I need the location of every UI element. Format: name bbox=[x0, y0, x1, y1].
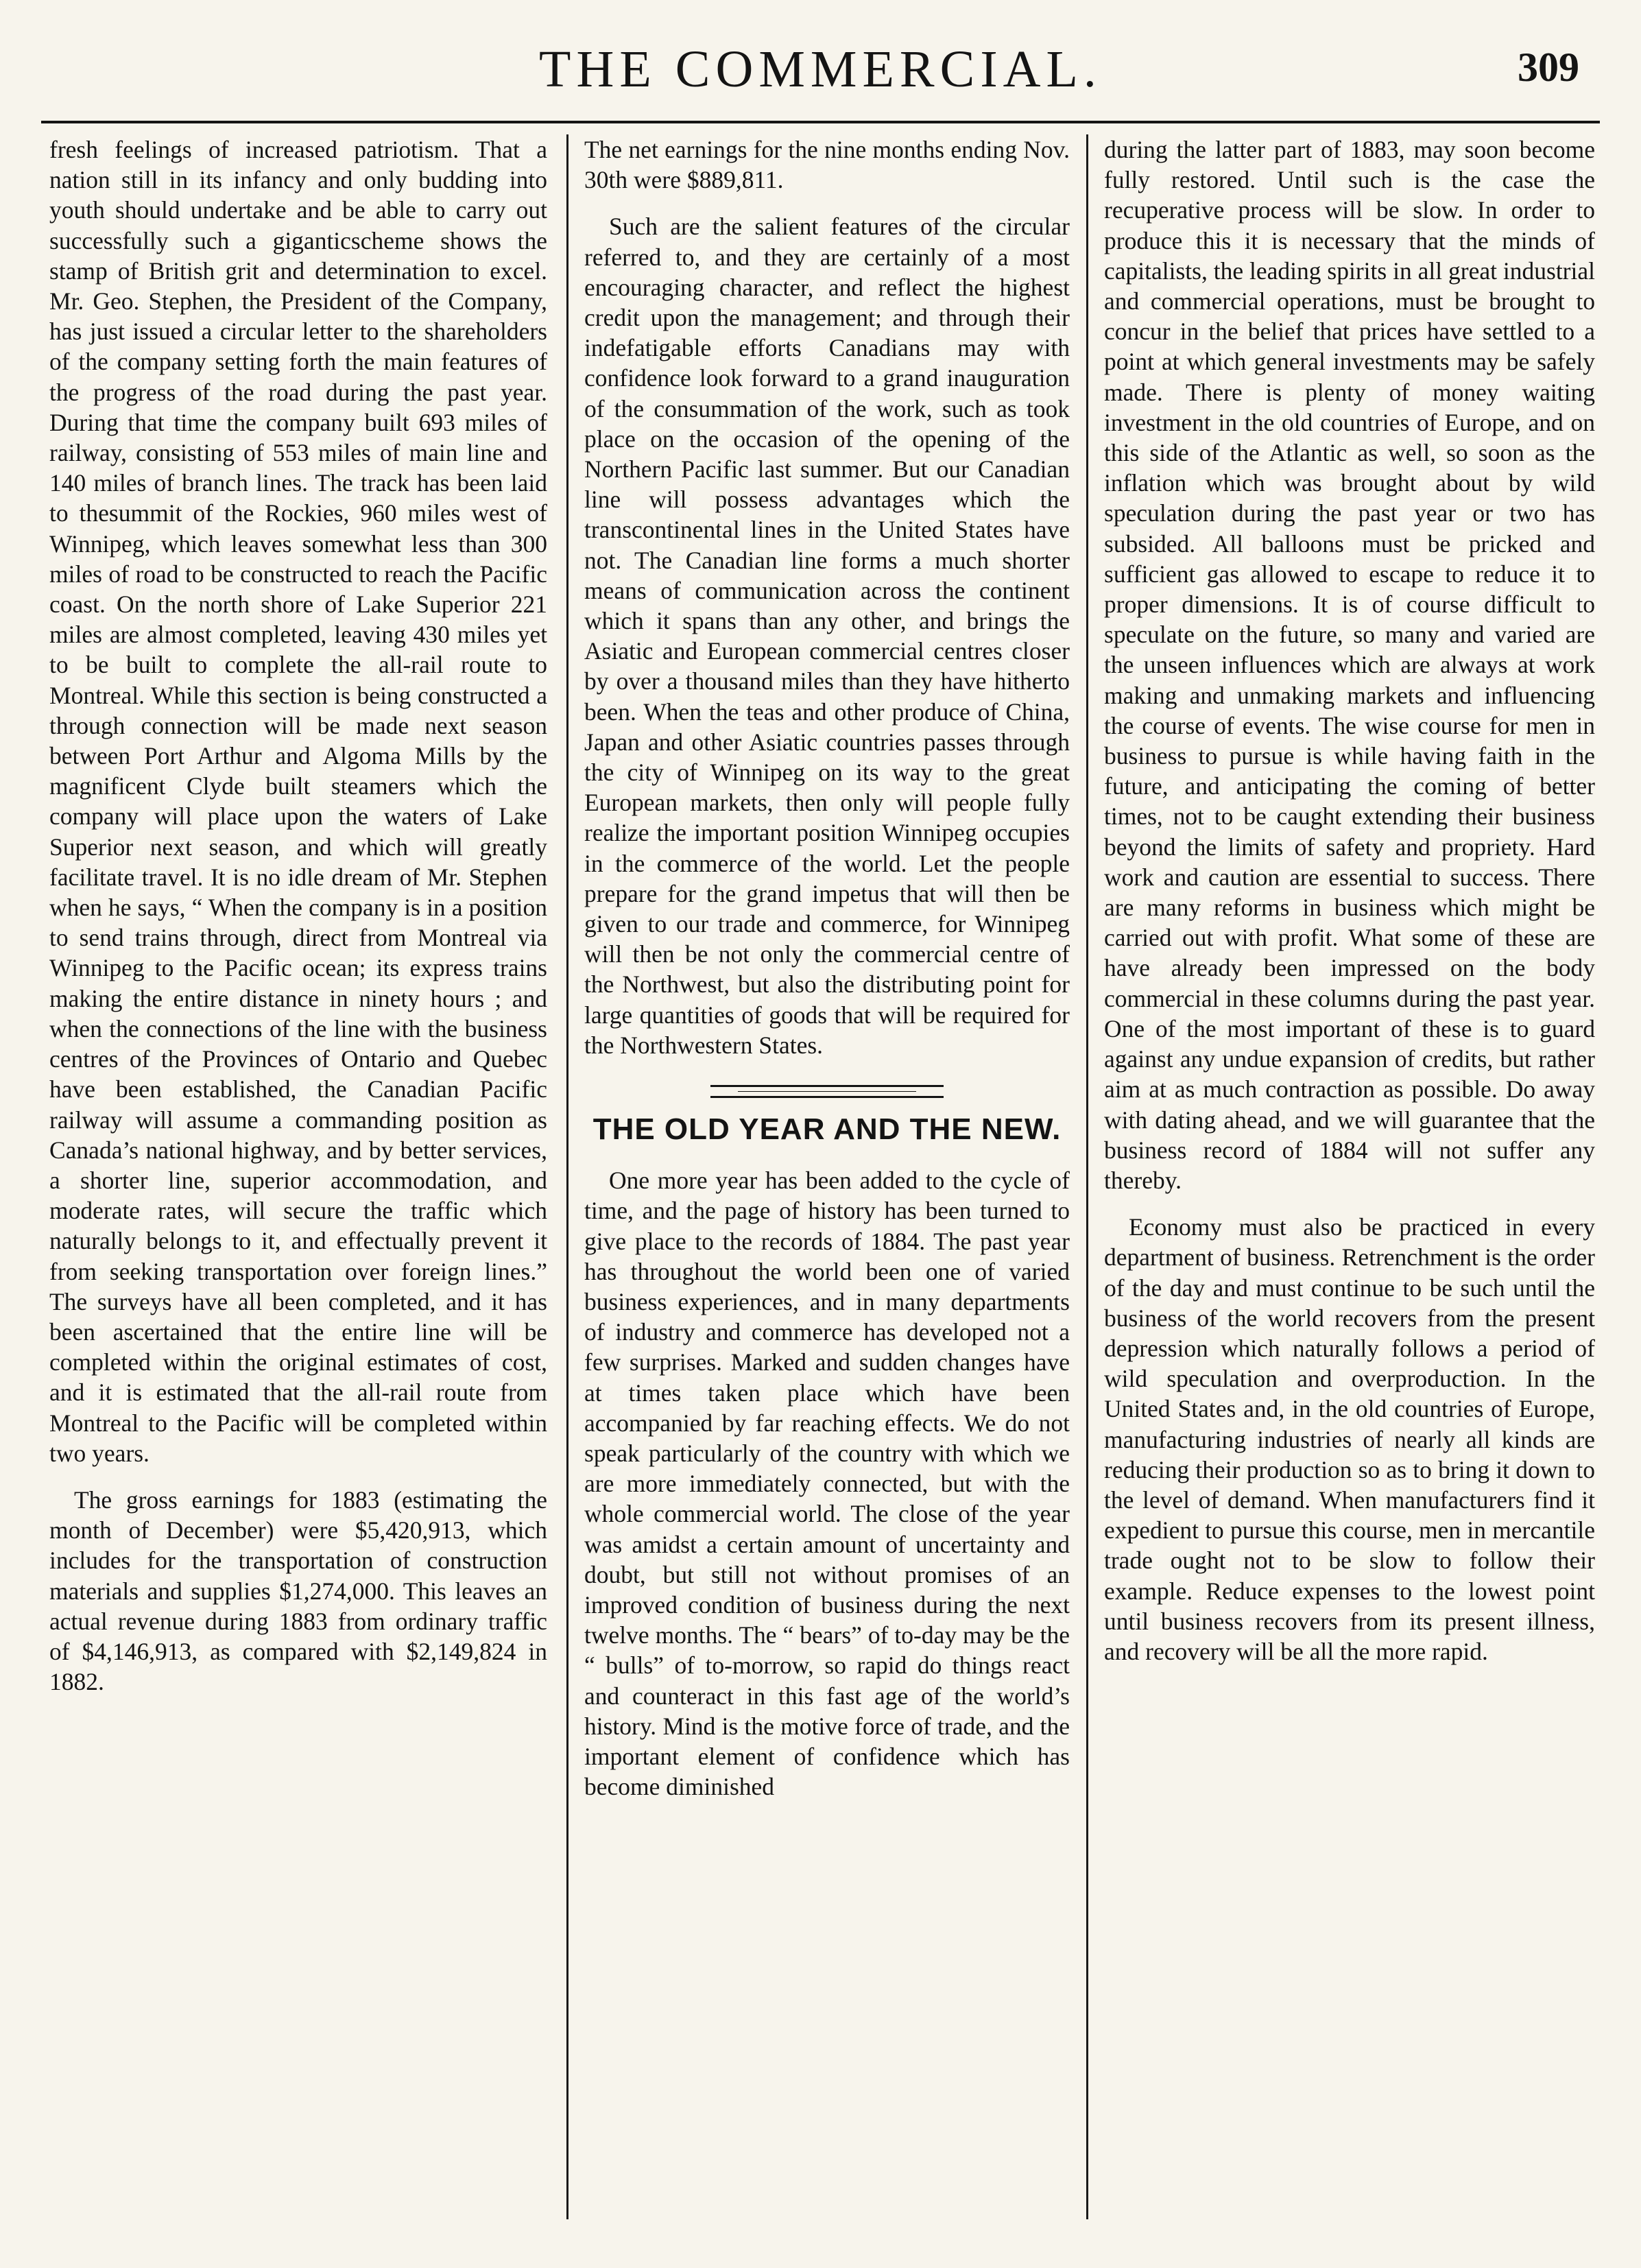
col3-paragraph-2: Economy must also be practiced in every department of business. Retrenchment is the order of the day and must continue to be such until the business of the world recovers from the present depression which naturally follows a period of wild speculation and overproduction. In the United States and, in the old countries of Europe, manufacturing industries of nearly all kinds are reducing their production so as to bring it down to the level of demand. When manufacturers find it expedient to pursue this course, men in mercantile trade ought not to be slow to follow their example. Reduce expenses to the lowest point until business recovers from its present illness, and recovery will be all the more rapid. bbox=[1104, 1213, 1595, 1665]
page-number: 309 bbox=[1518, 45, 1579, 90]
header-rule bbox=[41, 121, 1600, 123]
col1-paragraph-2: The gross earnings for 1883 (estimating the month of December) were $5,420,913, which includes for the transportation of construction materials and supplies $1,274,000. This leaves an actual revenue during 1883 from ordinary traffic of $4,146,913, as compared with $2,149,824 in 1882. bbox=[49, 1485, 547, 1696]
column-divider-1 bbox=[566, 134, 568, 2219]
col2-paragraph-2: Such are the salient features of the circular referred to, and they are certainly of a most encouraging character, and reflect the highest credit upon the management; and through their indefatigable efforts Canadians may with confidence look forward to a grand inauguration of the consummation of the work, such as took place on the occasion of the opening of the Northern Pacific last summer. But our Canadian line will possess advantages which the transcontinental lines in the United States have not. The Canadian line forms a much shorter means of communication across the continent which it spans than any other, and brings the Asiatic and European commercial centres closer by over a thousand miles than they have hitherto been. When the teas and other produce of China, Japan and other Asiatic countries passes through the city of Winnipeg on its way to the great European markets, then only will people fully realize the important position Winnipeg occupies in the commerce of the world. Let the people prepare for the grand impetus that will then be given to our trade and commerce, for Winnipeg will then be not only the commercial centre of the Northwest, but also the distributing point for large quantities of goods that will be required for the Northwestern States. bbox=[584, 213, 1070, 1059]
section-ornament-rule bbox=[710, 1085, 944, 1098]
column-1 bbox=[49, 134, 547, 2233]
page-header bbox=[0, 34, 1641, 110]
col3-paragraph-1: during the latter part of 1883, may soon become fully restored. Until such is the case the recuperative process will be slow. In order to produce this it is necessary that the minds of capitalists, the leading spirits in all great industrial and commercial operations, must be brought to concur in the belief that prices have settled to a point at which general investments may be safely made. There is plenty of money waiting investment in the old countries of Europe, and on this side of the Atlantic as well, so soon as the inflation which was brought about by wild speculation during the past year or two has subsided. All balloons must be pricked and sufficient gas allowed to escape to reduce it to proper dimensions. It is of course difficult to speculate on the future, so many and varied are the unseen influences which are always at work making and unmaking markets and influencing the course of events. The wise course for men in business to pursue is while having faith in the future, and anticipating the coming of better times, not to be caught extending their business beyond the limits of safety and propriety. Hard work and caution are essential to success. There are many reforms in business which might be carried out with profit. What some of these are have already been impressed on the body commercial in these columns during the past year. One of the most important of these is to guard against any undue expansion of credits, but rather aim at as much contraction as possible. Do away with dating ahead, and we will guarantee that the business record of 1884 will not suffer any thereby. bbox=[1104, 136, 1595, 1194]
column-2 bbox=[584, 134, 1070, 2233]
col2-paragraph-1: The net earnings for the nine months ending Nov. 30th were $889,811. bbox=[584, 136, 1070, 194]
col1-paragraph-1: fresh feelings of increased patriotism. That a nation still in its infancy and only budding into youth should undertake and be able to carry out successfully such a giganticscheme shows the stamp of British grit and determination to excel. Mr. Geo. Stephen, the President of the Company, has just issued a circular letter to the shareholders of the company setting forth the main features of the progress of the road during the past year. During that time the company built 693 miles of railway, consisting of 553 miles of main line and 140 miles of branch lines. The track has been laid to thesummit of the Rockies, 960 miles west of Winnipeg, which leaves somewhat less than 300 miles of road to be constructed to reach the Pacific coast. On the north shore of Lake Superior 221 miles are almost completed, leaving 430 miles yet to be built to complete the all-rail route to Montreal. While this section is being constructed a through connection will be made next season between Port Arthur and Algoma Mills by the magnificent Clyde built steamers which the company will place upon the waters of Lake Superior next season, and which will greatly facilitate travel. It is no idle dream of Mr. Stephen when he says, “ When the company is in a position to send trains through, direct from Montreal via Winnipeg to the Pacific ocean; its express trains making the entire distance in ninety hours ; and when the connections of the line with the business centres of the Provinces of Ontario and Quebec have been established, the Canadian Pacific railway will assume a commanding position as Canada’s national highway, and by better services, a shorter line, superior accommodation, and moderate rates, will secure the traffic which naturally belongs to it, and effectually prevent it from seeking transportation over foreign lines.” The surveys have all been completed, and it has been ascertained that the entire line will be completed within the original estimates of cost, and it is estimated that the all-rail route from Montreal to the Pacific will be completed within two years. bbox=[49, 136, 547, 1467]
column-divider-2 bbox=[1086, 134, 1088, 2219]
column-3 bbox=[1104, 134, 1595, 2233]
article-headline: THE OLD YEAR AND THE NEW. bbox=[592, 1112, 1062, 1147]
col2-paragraph-3: One more year has been added to the cycle of time, and the page of history has been turned to give place to the records of 1884. The past year has throughout the world been one of varied business experiences, and in many departments of industry and commerce has developed not a few surprises. Marked and sudden changes have at times taken place which have been accompanied by far reaching effects. We do not speak particularly of the country with which we are more immediately connected, but with the whole commercial world. The close of the year was amidst a certain amount of uncertainty and doubt, but still not without promises of an improved condition of business during the next twelve months. The “ bears” of to-day may be the “ bulls” of to-morrow, so rapid do things react and counteract in this fast age of the world’s history. Mind is the motive force of trade, and the important element of confidence which has become diminished bbox=[584, 1167, 1070, 1801]
masthead-title: THE COMMERCIAL. bbox=[539, 40, 1102, 98]
